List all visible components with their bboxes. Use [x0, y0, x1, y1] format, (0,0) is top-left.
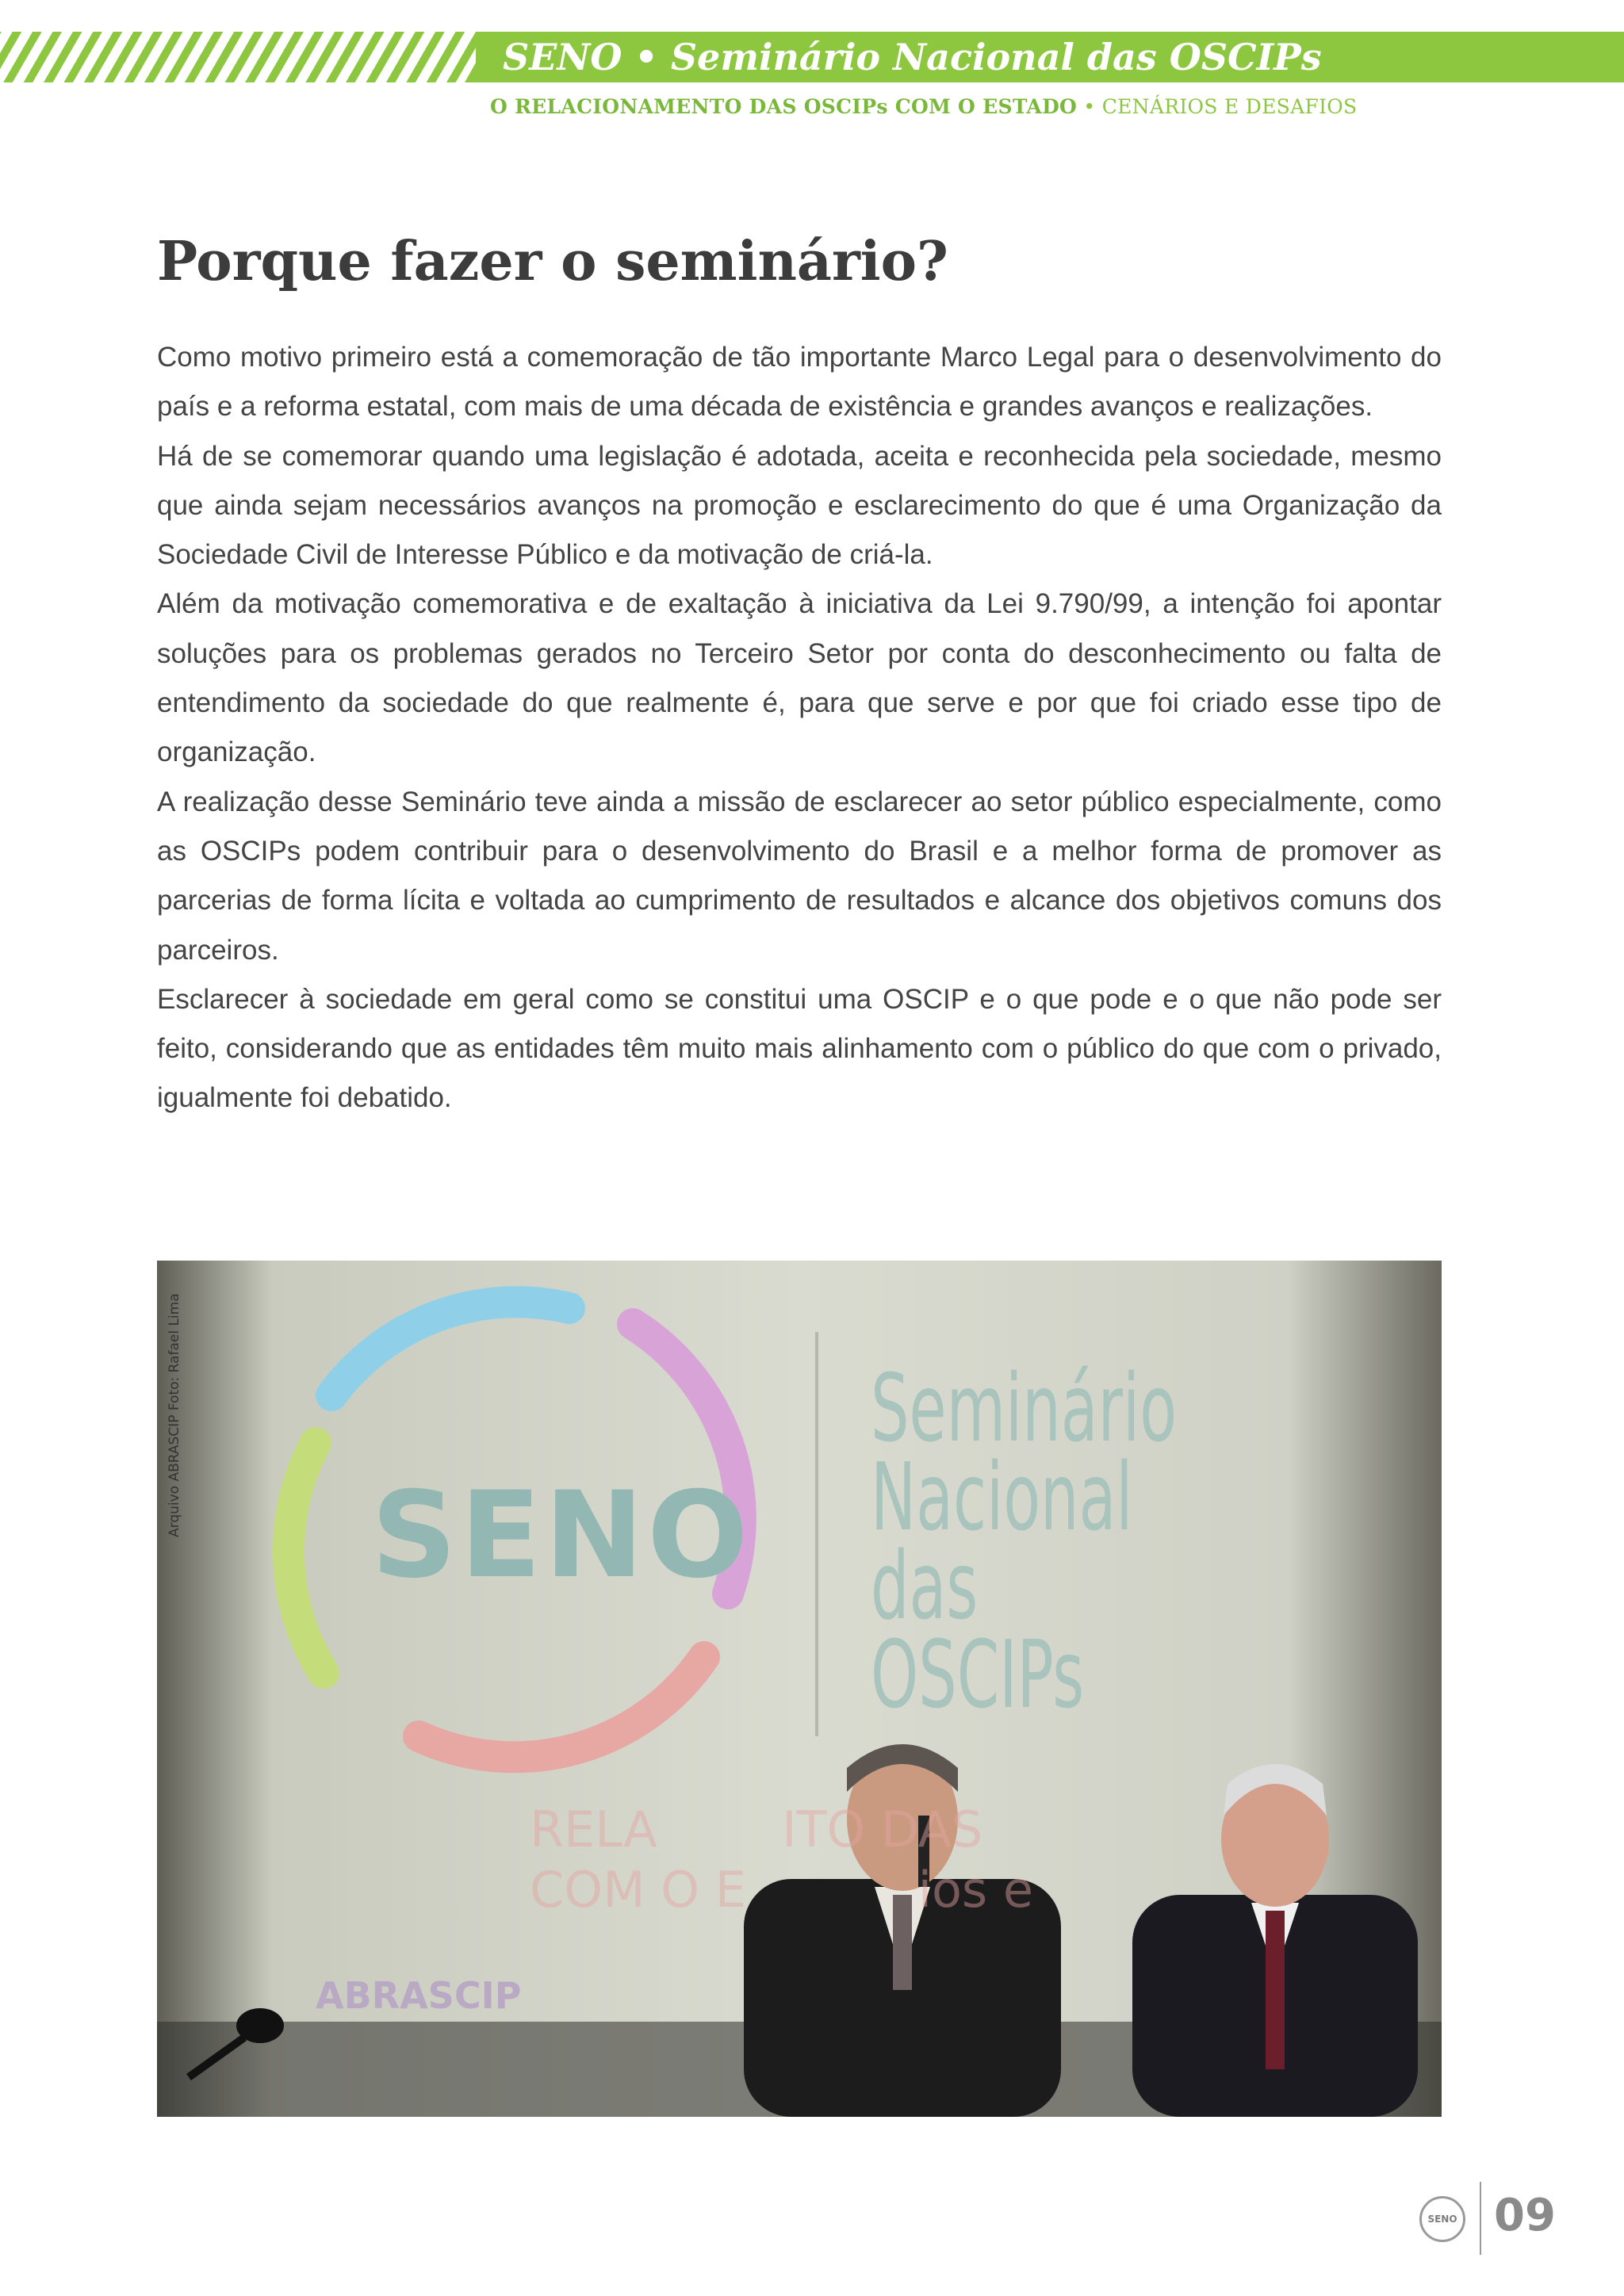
screen-logo-text: SENO	[371, 1467, 752, 1605]
page-title: Porque fazer o seminário?	[157, 230, 948, 293]
subtitle-separator: •	[1077, 95, 1102, 118]
man2-tie	[1266, 1911, 1285, 2069]
paragraph-3: Além da motivação comemorativa e de exaltação à iniciativa da Lei 9.790/99, a intenção foi apontar soluções para os problemas gerados no Terceiro Setor por conta do desconhecimento ou falta de entendimento da sociedade do que realmente é, para que serve e por que foi criado esse tipo de organização.	[157, 588, 1442, 768]
screen-brand-text: ABRASCIP	[316, 1974, 522, 2017]
footer-logo-text: SENO	[1427, 2214, 1457, 2225]
ring-arc-green	[289, 1443, 324, 1673]
photo-credit: Arquivo ABRASCIP Foto: Rafael Lima	[167, 1293, 182, 1537]
screen-subtitle-text: RELA ITO DAS COM O E ios e	[530, 1800, 1034, 1919]
paragraph-1: Como motivo primeiro está a comemoração de tão importante Marco Legal para o desenvolvimento do país e a reforma estatal, com mais de uma década de existência e grandes avanços e realizações.	[157, 342, 1442, 423]
screen-title-text: Seminário Nacional das OSCIPs	[871, 1353, 1177, 1729]
footer-separator	[1480, 2182, 1481, 2255]
header-hatch-decoration	[0, 32, 476, 82]
header-title: SENO • Seminário Nacional das OSCIPs	[503, 36, 1322, 78]
ring-arc-pink	[419, 1657, 704, 1757]
footer-seno-logo	[1419, 2196, 1465, 2242]
event-photo	[157, 1261, 1442, 2117]
article-body	[157, 333, 1442, 1123]
paragraph-5: Esclarecer à sociedade em geral como se constitui uma OSCIP e o que pode e o que não pode ser feito, considerando que as entidades têm muito mais alinhamento com o público do que com o privado, igualmente foi debatido.	[157, 983, 1442, 1114]
paragraph-4: A realização desse Seminário teve ainda a missão de esclarecer ao setor público especialmente, como as OSCIPs podem contribuir para o desenvolvimento do Brasil e a melhor forma de promover as parcerias de forma lícita e voltada ao cumprimento de resultados e alcance dos objetivos comuns dos parceiros.	[157, 786, 1442, 966]
subtitle-light: CENÁRIOS E DESAFIOS	[1101, 95, 1358, 118]
ring-arc-blue	[331, 1302, 569, 1395]
page-number: 09	[1494, 2190, 1556, 2241]
header-subtitle	[490, 95, 1357, 118]
subtitle-strong: O RELACIONAMENTO DAS OSCIPs COM O ESTADO	[490, 95, 1078, 118]
paragraph-2: Há de se comemorar quando uma legislação é adotada, aceita e reconhecida pela sociedade, mesmo que ainda sejam necessários avanços na promoção e esclarecimento do que é uma Organização da Sociedade Civil de Interesse Público e da motivação de criá-la.	[157, 440, 1442, 571]
